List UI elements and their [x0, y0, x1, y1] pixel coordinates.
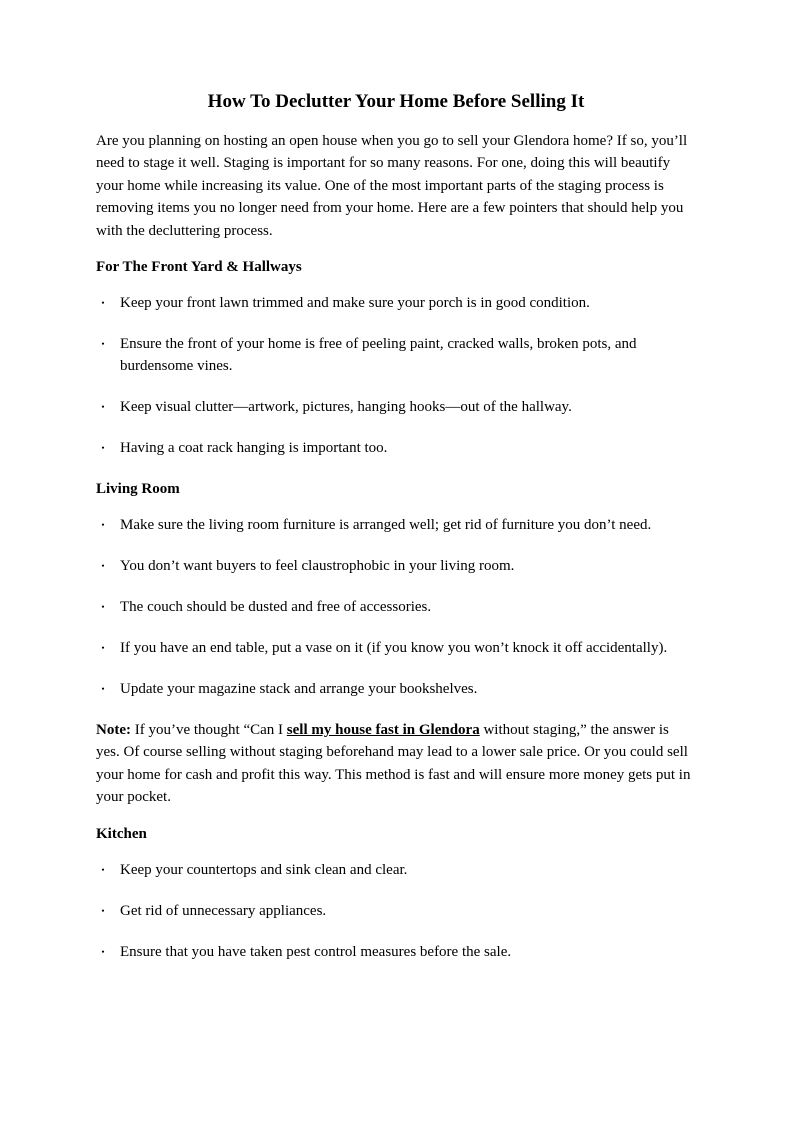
intro-paragraph: Are you planning on hosting an open house when you go to sell your Glendora home? If so, you’ll need to stage it well. Staging is important for so many reasons. For one, doing this will beautify your home while increasing its value. One of the most important parts of the staging process is removing items you no longer need from your home. Here are a few pointers that should help you with the decluttering process.: [96, 133, 688, 239]
note-paragraph: [96, 719, 696, 809]
document-title: How To Declutter Your Home Before Selling It: [207, 91, 585, 112]
bullet-icon: ・: [97, 944, 110, 959]
section-heading-living-room: Living Room: [96, 481, 180, 498]
list-item: ・ Keep visual clutter—artwork, pictures, hanging hooks—out of the hallway.: [96, 396, 696, 418]
list-item: ・ Ensure the front of your home is free of peeling paint, cracked walls, broken pots, and burdensome vines.: [96, 333, 696, 377]
list-item: ・ Update your magazine stack and arrange your bookshelves.: [96, 678, 696, 700]
list-item: ・ Keep your countertops and sink clean and clear.: [96, 859, 696, 881]
list-item: ・ The couch should be dusted and free of accessories.: [96, 596, 696, 618]
bullet-icon: ・: [97, 296, 110, 311]
list-item: ・ Keep your front lawn trimmed and make sure your porch is in good condition.: [96, 292, 696, 314]
bullet-icon: ・: [97, 441, 110, 456]
living-room-list: [96, 514, 696, 700]
kitchen-list: [96, 859, 696, 963]
bullet-icon: ・: [97, 862, 110, 877]
list-item: ・ If you have an end table, put a vase on it (if you know you won’t knock it off accidentally).: [96, 637, 696, 659]
list-item: ・ Get rid of unnecessary appliances.: [96, 900, 696, 922]
list-item: ・ You don’t want buyers to feel claustrophobic in your living room.: [96, 555, 696, 577]
bullet-icon: ・: [97, 682, 110, 697]
document-page: [96, 88, 696, 982]
bullet-icon: ・: [97, 337, 110, 352]
note-text-after: without staging,” the answer is yes. Of course selling without staging beforehand may lead to a lower sale price. Or you could sell your home for cash and profit this way. This method is fast and will ensure more money gets put in your pocket.: [96, 722, 691, 806]
section-heading-kitchen: Kitchen: [96, 825, 147, 842]
bullet-icon: ・: [97, 400, 110, 415]
list-item: ・ Make sure the living room furniture is arranged well; get rid of furniture you don’t need.: [96, 514, 696, 536]
bullet-icon: ・: [97, 559, 110, 574]
front-yard-list: [96, 292, 696, 459]
list-item: ・ Ensure that you have taken pest control measures before the sale.: [96, 941, 696, 963]
bullet-icon: ・: [97, 600, 110, 615]
bullet-icon: ・: [97, 518, 110, 533]
section-heading-front-yard: For The Front Yard & Hallways: [96, 259, 302, 276]
bullet-icon: ・: [97, 903, 110, 918]
bullet-icon: ・: [97, 641, 110, 656]
note-text-before: If you’ve thought “Can I: [130, 722, 287, 739]
list-item: ・ Having a coat rack hanging is important too.: [96, 437, 696, 459]
note-label: Note:: [96, 722, 131, 739]
sell-house-link[interactable]: sell my house fast in Glendora: [286, 722, 480, 739]
